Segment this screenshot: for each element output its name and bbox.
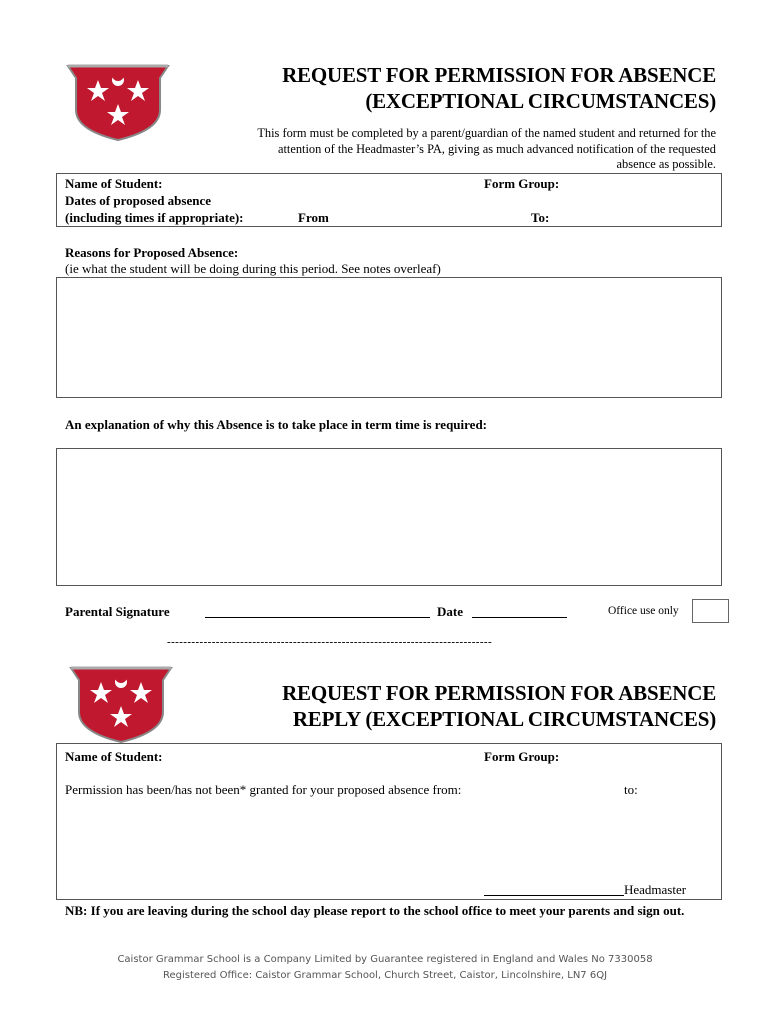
cut-divider: -------------------------------------------------------------------------------- [167, 636, 493, 648]
times-label: (including times if appropriate): [65, 210, 244, 225]
reply-title [282, 680, 716, 732]
title-line: REPLY (EXCEPTIONAL CIRCUMSTANCES) [292, 707, 716, 731]
intro-line: This form must be completed by a parent/guardian of the named student and returned for the [257, 126, 716, 140]
date-line[interactable] [472, 617, 567, 618]
reply-name-label: Name of Student: [65, 749, 163, 764]
footer-line: Registered Office: Caistor Grammar School, Church Street, Caistor, Lincolnshire, LN7 6QJ [162, 970, 608, 981]
intro-line: absence as possible. [616, 157, 716, 171]
school-crest-icon [67, 664, 175, 744]
signature-line[interactable] [205, 617, 430, 618]
headmaster-signature-line[interactable] [484, 895, 624, 896]
school-crest-icon [64, 62, 172, 142]
form-group-label: Form Group: [484, 176, 560, 191]
form-title [282, 62, 716, 114]
nb-note: NB: If you are leaving during the school day please report to the school office to meet your parents and sign out. [65, 903, 685, 918]
title-line: REQUEST FOR PERMISSION FOR ABSENCE [282, 63, 716, 87]
intro-line: attention of the Headmaster’s PA, giving as much advanced notification of the requested [277, 141, 716, 156]
explanation-field[interactable] [56, 448, 722, 586]
intro-text [180, 126, 716, 173]
reply-to-label: to: [624, 782, 638, 797]
dates-label: Dates of proposed absence [65, 193, 212, 208]
name-of-student-label: Name of Student: [65, 176, 163, 191]
parental-signature-label: Parental Signature [65, 604, 170, 619]
date-label: Date [437, 604, 463, 619]
from-label: From [298, 210, 329, 225]
office-use-label: Office use only [608, 605, 679, 617]
reply-box [56, 743, 722, 900]
footer-line: Caistor Grammar School is a Company Limited by Guarantee registered in England and Wales No 7330058 [117, 954, 653, 965]
reasons-field[interactable] [56, 277, 722, 398]
title-line: REQUEST FOR PERMISSION FOR ABSENCE [282, 681, 716, 705]
reasons-hint: (ie what the student will be doing during this period. See notes overleaf) [65, 261, 441, 276]
footer [0, 952, 770, 984]
explanation-label: An explanation of why this Absence is to take place in term time is required: [65, 417, 488, 432]
headmaster-label: Headmaster [624, 882, 687, 897]
to-label: To: [531, 210, 550, 225]
reply-form-group-label: Form Group: [484, 749, 560, 764]
reasons-label: Reasons for Proposed Absence: [65, 245, 239, 260]
permission-text: Permission has been/has not been* granted for your proposed absence from: [65, 782, 462, 797]
office-use-box[interactable] [692, 599, 729, 623]
title-line: (EXCEPTIONAL CIRCUMSTANCES) [365, 89, 716, 113]
